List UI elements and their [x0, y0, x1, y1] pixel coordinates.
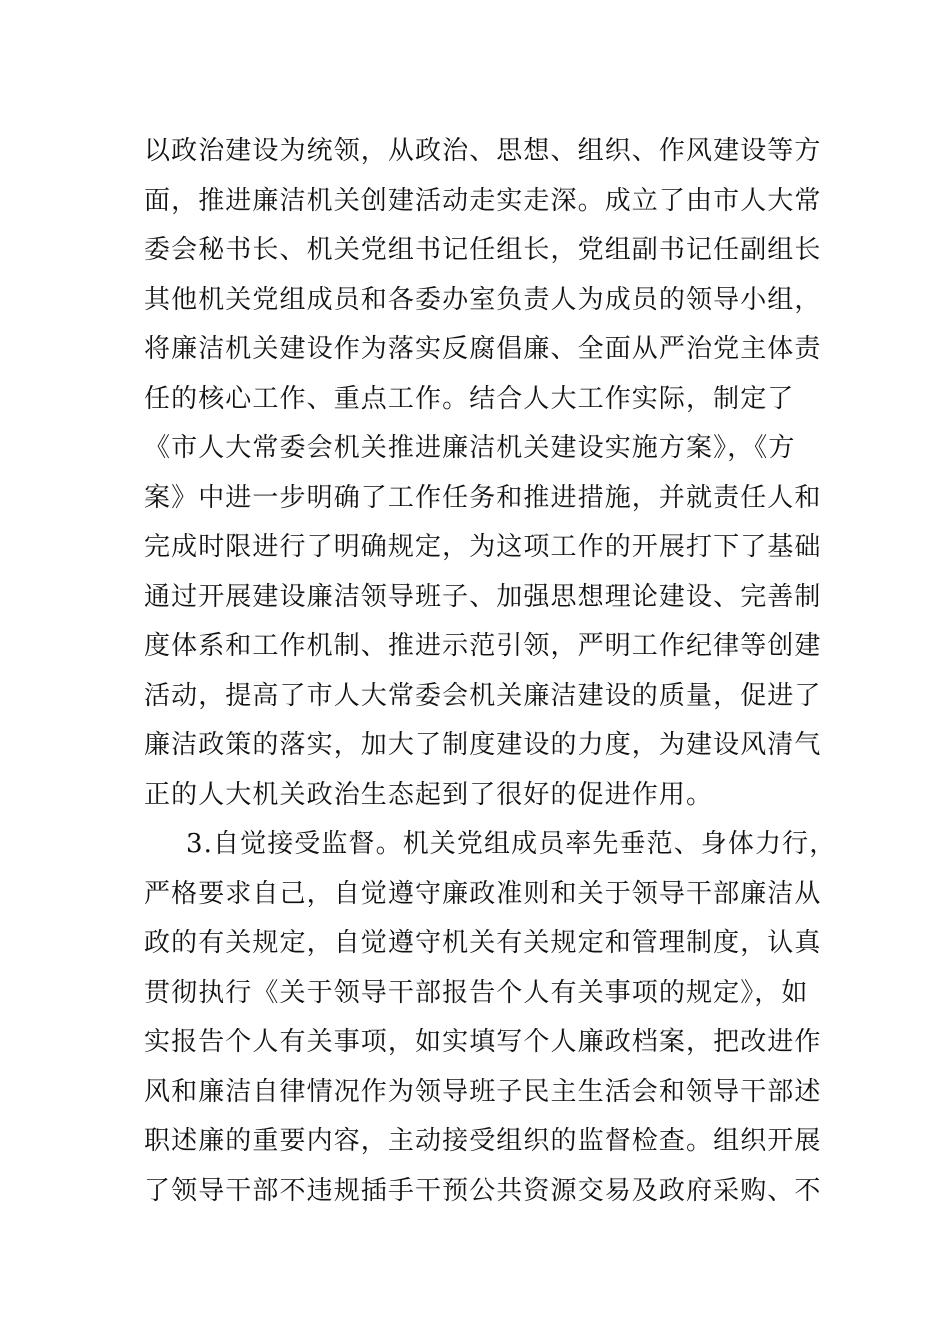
text-line: 通过开展建设廉洁领导班子、加强思想理论建设、完善制: [144, 581, 822, 612]
text-line: 委会秘书长、机关党组书记任组长，党组副书记任副组长: [144, 235, 822, 265]
text-line: 廉洁政策的落实，加大了制度建设的力度，为建设风清气: [144, 730, 822, 760]
text-line: 实报告个人有关事项，如实填写个人廉政档案，把改进作: [144, 1027, 822, 1057]
text-line: 政的有关规定，自觉遵守机关有关规定和管理制度，认真: [144, 928, 822, 958]
text-line: 案》中进一步明确了工作任务和推进措施，并就责任人和: [144, 482, 822, 513]
text-line: 《市人大常委会机关推进廉洁机关建设实施方案》，《方: [144, 433, 796, 463]
text-line: 风和廉洁自律情况作为领导班子民主生活会和领导干部述: [144, 1076, 822, 1107]
text-line: 了领导干部不违规插手干预公共资源交易及政府采购、不: [144, 1175, 822, 1206]
text-line: 度体系和工作机制、推进示范引领，严明工作纪律等创建: [144, 631, 822, 661]
text-line: 贯彻执行《关于领导干部报告个人有关事项的规定》，如: [144, 977, 809, 1008]
text-line: 以政治建设为统领，从政治、思想、组织、作风建设等方: [144, 136, 822, 166]
text-line: 职述廉的重要内容，主动接受组织的监督检查。组织开展: [144, 1126, 822, 1156]
text-line: 任的核心工作、重点工作。结合人大工作实际，制定了: [144, 383, 795, 414]
text-line: 面，推进廉洁机关创建活动走实走深。成立了由市人大常: [144, 185, 822, 216]
text-line: 活动，提高了市人大常委会机关廉洁建设的质量，促进了: [144, 680, 822, 711]
document-body: [144, 127, 837, 1216]
text-line: 其他机关党组成员和各委办室负责人为成员的领导小组，: [144, 284, 822, 315]
text-line: 将廉洁机关建设作为落实反腐倡廉、全面从严治党主体责: [144, 334, 822, 364]
text-line: 完成时限进行了明确规定，为这项工作的开展打下了基础: [144, 532, 822, 562]
paragraph-heading-line: 3.自觉接受监督。机关党组成员率先垂范、身体力行，: [186, 829, 837, 859]
text-line: 严格要求自己，自觉遵守廉政准则和关于领导干部廉洁从: [144, 878, 822, 909]
text-line: 正的人大机关政治生态起到了很好的促进作用。: [144, 779, 714, 810]
